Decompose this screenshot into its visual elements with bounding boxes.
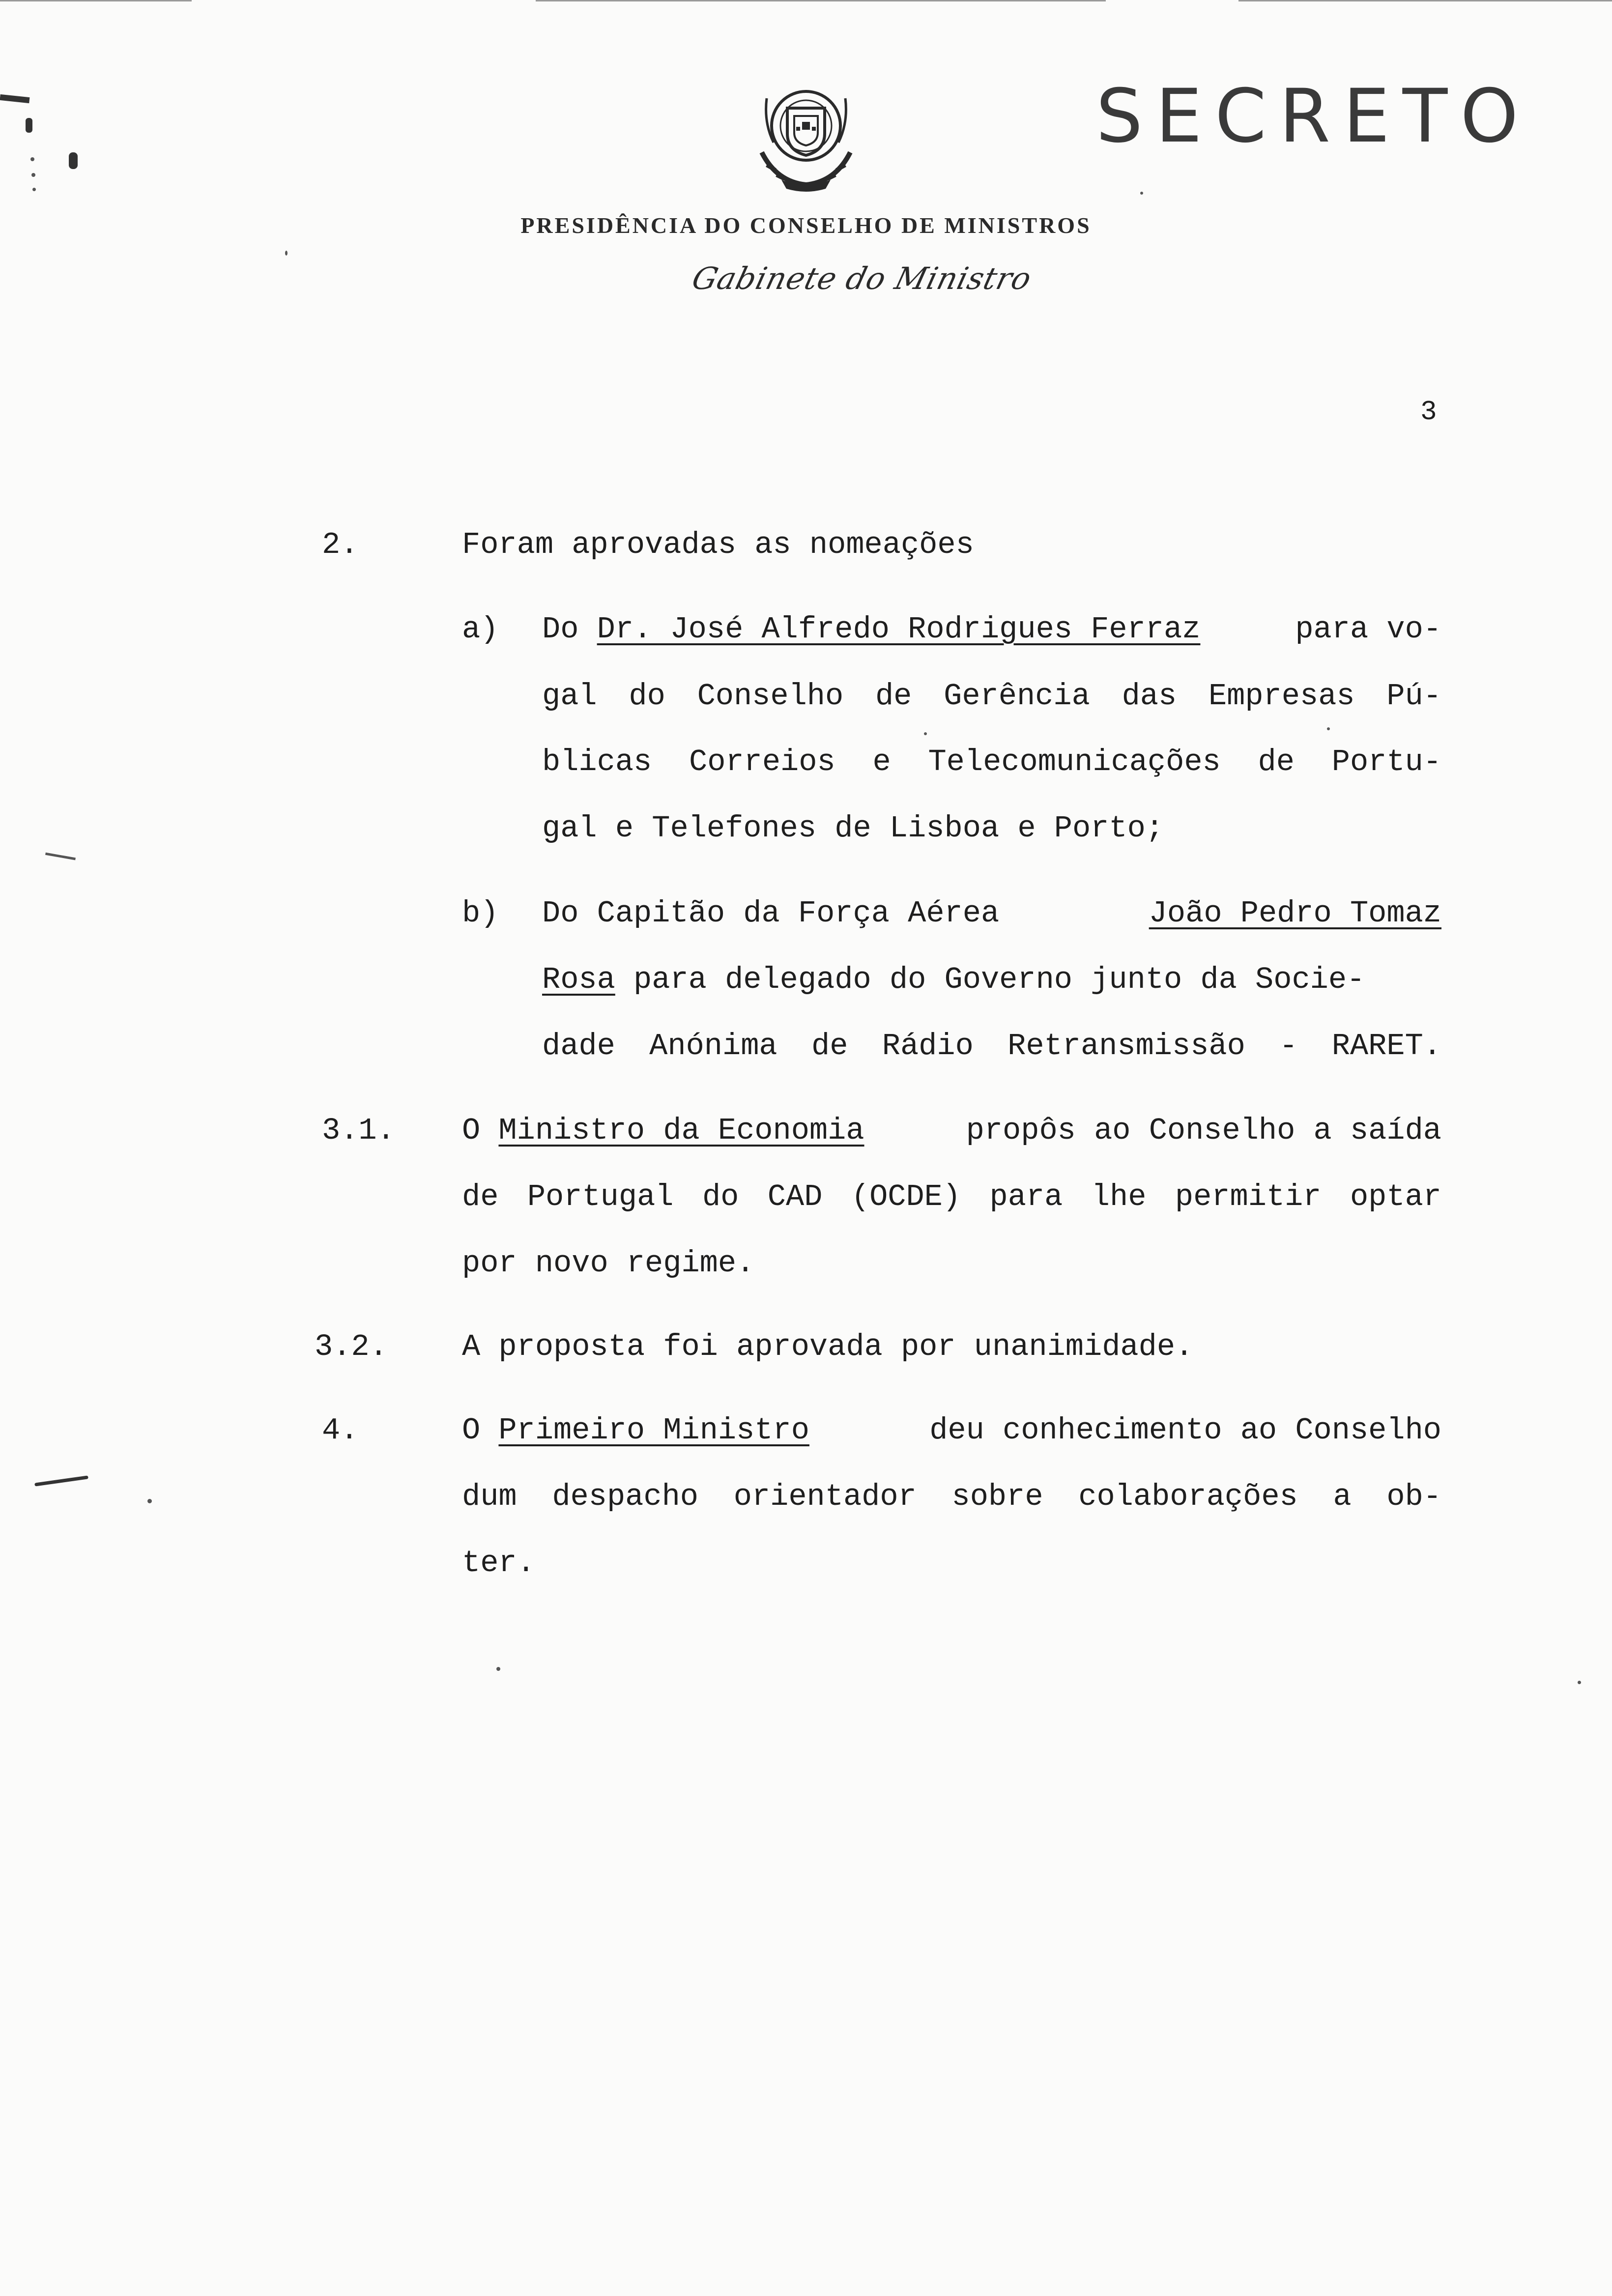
institution-heading: PRESIDÊNCIA DO CONSELHO DE MINISTROS (520, 213, 1092, 238)
item-text: Do Capitão da Força Aérea (542, 896, 1018, 931)
subitem-line: dade Anónima de Rádio Retransmissão - RARET. (542, 1029, 1441, 1063)
item-text: O (462, 1413, 499, 1448)
subitem-label: b) (462, 896, 499, 931)
dust-speck (30, 157, 34, 161)
subitem-label: a) (462, 612, 499, 647)
item-line: de Portugal do CAD (OCDE) para lhe permitir optar (462, 1179, 1441, 1214)
item-line: ter. (462, 1546, 535, 1580)
item-number: 2. (322, 527, 359, 562)
dust-speck (1140, 192, 1143, 195)
dust-speck (924, 732, 927, 735)
item-line (462, 1415, 1441, 1446)
person-name: Rosa (542, 962, 615, 997)
binding-mark (34, 1475, 88, 1486)
item-text: Foram aprovadas as nomeações (462, 527, 974, 562)
item-line: A proposta foi aprovada por unanimidade. (462, 1329, 1194, 1364)
item-text: para vo- (1277, 612, 1441, 647)
binding-mark (69, 152, 78, 169)
binding-mark (0, 94, 29, 103)
subitem-line: gal e Telefones de Lisboa e Porto; (542, 811, 1164, 846)
subitem-line (542, 962, 1365, 997)
subitem-line: blicas Correios e Telecomunicações de Portu- (542, 745, 1441, 779)
item-line: por novo regime. (462, 1246, 755, 1281)
office-subheading: Gabinete do Ministro (688, 260, 1036, 296)
dust-speck (285, 251, 288, 256)
item-number: 3.1. (322, 1113, 395, 1148)
item-line (462, 1113, 1441, 1148)
coat-of-arms-icon (747, 79, 865, 197)
subitem-line: gal do Conselho de Gerência das Empresas Pú- (542, 679, 1441, 714)
dust-speck (147, 1499, 152, 1503)
dust-speck (496, 1667, 500, 1671)
item-number: 4. (322, 1413, 359, 1448)
dust-speck (1578, 1681, 1581, 1684)
classification-stamp: SECRETO (1096, 74, 1531, 159)
subitem-line (542, 614, 1441, 645)
item-line: dum despacho orientador sobre colaborações a ob- (462, 1479, 1441, 1514)
person-name: João Pedro Tomaz (1149, 896, 1441, 931)
page-number: 3 (1420, 396, 1437, 428)
binding-mark (26, 118, 32, 133)
dust-speck (32, 188, 36, 191)
item-text: para delegado do Governo junto da Socie- (615, 962, 1365, 997)
person-title: Ministro da Economia (498, 1113, 864, 1148)
person-title: Primeiro Ministro (498, 1413, 809, 1448)
item-text: O (462, 1113, 499, 1148)
scan-edge-line (0, 0, 192, 1)
dust-speck (31, 173, 35, 177)
scan-edge-line (536, 0, 1106, 1)
item-text: deu conhecimento ao Conselho (911, 1413, 1441, 1448)
scan-edge-line (1238, 0, 1612, 1)
person-name: Dr. José Alfredo Rodrigues Ferraz (597, 612, 1201, 647)
item-text: propôs ao Conselho a saída (948, 1113, 1441, 1148)
binding-mark (45, 853, 76, 861)
item-number: 3.2. (315, 1329, 388, 1364)
item-text: Do (542, 612, 597, 647)
subitem-line (542, 898, 1441, 929)
dust-speck (1327, 727, 1330, 730)
